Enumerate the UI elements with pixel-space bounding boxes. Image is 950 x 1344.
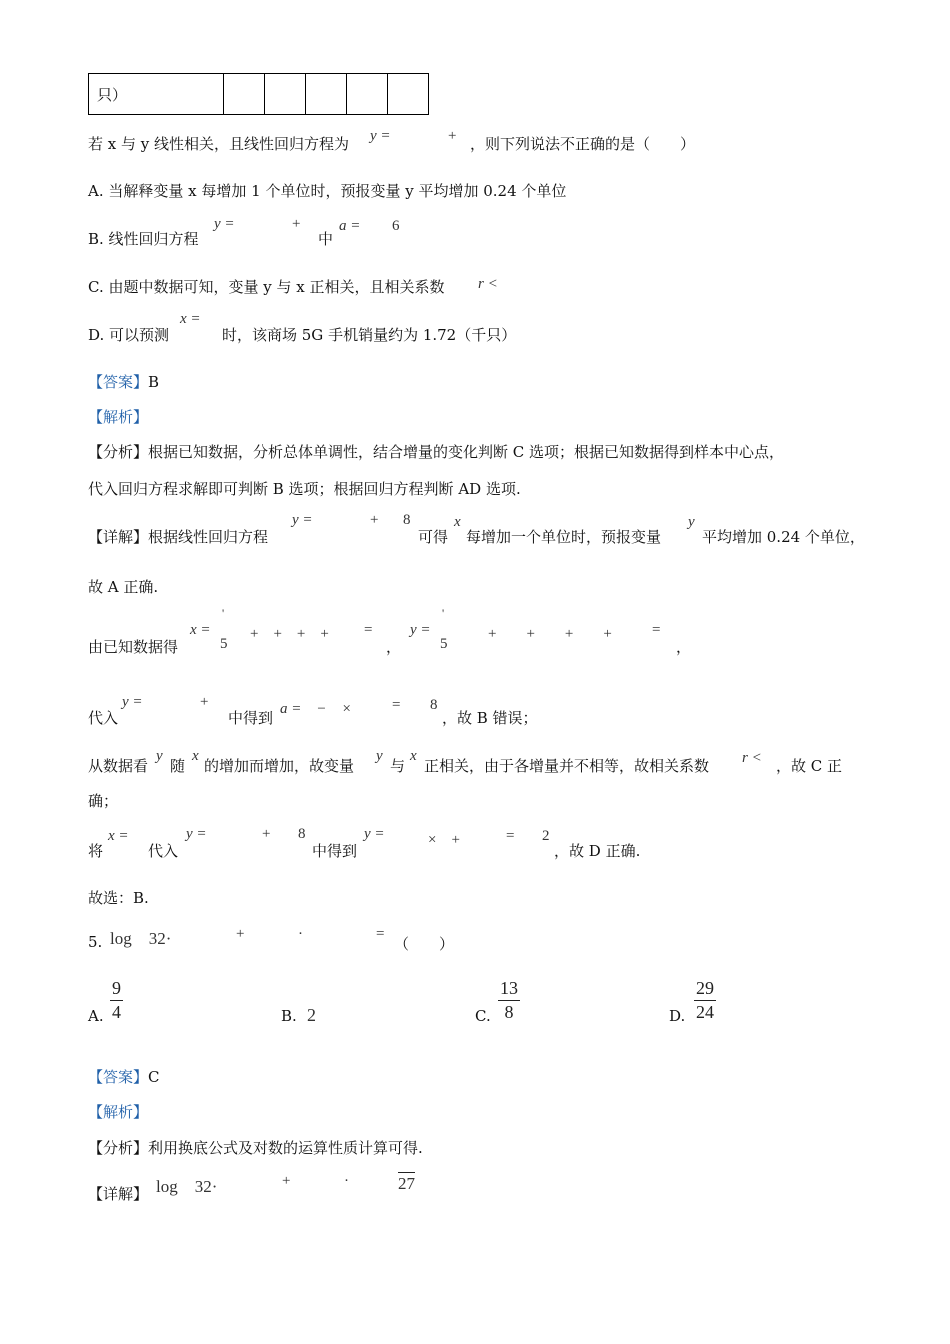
q4-data-x2: x bbox=[410, 748, 417, 764]
q4-pred-plus: + bbox=[262, 826, 271, 842]
q4-data-x: x bbox=[192, 748, 199, 764]
table-cell bbox=[306, 74, 347, 115]
q5-option-c-fraction bbox=[498, 978, 520, 1023]
q4-detail-mid2: 每增加一个单位时，预报变量 bbox=[466, 528, 662, 546]
q4-option-b: B. 线性回归方程 bbox=[88, 230, 199, 248]
q4-data-post2: 确； bbox=[88, 792, 119, 810]
q4-fenxi-line2: 代入回归方程求解即可判断 B 选项；根据回归方程判断 AD 选项. bbox=[88, 480, 521, 498]
q4-detail-8: 8 bbox=[403, 512, 411, 528]
q4-sub-post: ，故 B 错误； bbox=[442, 709, 538, 727]
q5-log-expr: log 32· bbox=[110, 929, 172, 948]
q5-analysis-tag: 【解析】 bbox=[88, 1103, 149, 1121]
q4-stem-text: 若 x 与 y 线性相关，且线性回归方程为 bbox=[88, 135, 350, 153]
q5-detail-dot: · bbox=[344, 1173, 349, 1189]
q4-option-c-r: r < bbox=[478, 276, 498, 292]
q4-data-mid2: 的增加而增加，故变量 bbox=[204, 757, 355, 775]
q4-detail-plus: + bbox=[370, 512, 379, 528]
fraction-numerator: 9 bbox=[112, 978, 121, 998]
q4-option-b-num: 6 bbox=[392, 218, 400, 234]
answer-value: C bbox=[148, 1068, 160, 1086]
fraction-bar bbox=[498, 1000, 520, 1001]
q4-data-post: ，故 C 正 bbox=[776, 757, 843, 775]
fraction-denominator: 8 bbox=[504, 1002, 514, 1022]
q4-pred-y2: y = bbox=[364, 826, 385, 842]
q5-detail-log: log 32· bbox=[156, 1177, 218, 1196]
answer-tag: 【答案】 bbox=[88, 373, 149, 391]
q4-analysis-tag: 【解析】 bbox=[88, 408, 149, 426]
fraction-denominator: 24 bbox=[696, 1002, 714, 1022]
q4-sub-8: 8 bbox=[430, 697, 438, 713]
q4-pred-mid2: 中得到 bbox=[312, 842, 358, 860]
table-cell bbox=[265, 74, 306, 115]
q4-data-mid4: 正相关，由于各增量并不相等，故相关系数 bbox=[424, 757, 710, 775]
q5-fenxi: 【分析】利用换底公式及对数的运算性质计算可得. bbox=[88, 1139, 423, 1157]
q4-pred-post: ，故 D 正确. bbox=[554, 842, 641, 860]
q4-option-c: C. 由题中数据可知，变量 y 与 x 正相关，且相关系数 bbox=[88, 278, 445, 296]
fraction-bar bbox=[110, 1000, 123, 1001]
mark: ' bbox=[222, 606, 225, 620]
q5-option-c-label: C. bbox=[475, 1007, 491, 1025]
q5-number: 5. bbox=[88, 933, 103, 951]
q4-choose: 故选：B. bbox=[88, 889, 149, 907]
q4-stem-eq-y: y = bbox=[370, 128, 391, 144]
q4-data-mid3: 与 bbox=[390, 757, 406, 775]
q4-sub-eq: = bbox=[392, 697, 401, 713]
q4-option-b-plus: + bbox=[292, 216, 301, 232]
q5-paren: （ ） bbox=[394, 935, 455, 953]
q4-detail-mid1: 可得 bbox=[418, 528, 449, 546]
q4-pred-expr: × + bbox=[428, 832, 460, 848]
q4-sub-a: a = − × bbox=[280, 701, 352, 717]
q5-option-a-fraction bbox=[110, 978, 123, 1023]
q4-detail-x: x bbox=[454, 514, 461, 530]
q5-dot: · bbox=[298, 926, 303, 942]
q4-known-comma2: ， bbox=[676, 638, 692, 656]
q4-fenxi-line1: 【分析】根据已知数据，分析总体单调性，结合增量的变化判断 C 选项；根据已知数据得到样本中心点， bbox=[88, 443, 785, 461]
q4-data-y2: y bbox=[376, 748, 383, 764]
q4-known-eq2: = bbox=[652, 622, 661, 638]
q4-pred-eq: = bbox=[506, 828, 515, 844]
q4-option-d: D. 可以预测 bbox=[88, 326, 170, 344]
q4-option-d-post: 时，该商场 5G 手机销量约为 1.72（千只） bbox=[222, 326, 517, 344]
table-cell: 只） bbox=[89, 74, 224, 115]
q4-known-comma1: ， bbox=[386, 638, 402, 656]
q5-detail-tag: 【详解】 bbox=[88, 1185, 149, 1203]
q5-detail-27: 27 bbox=[398, 1174, 415, 1193]
q5-option-b-label: B. bbox=[281, 1007, 297, 1025]
q5-option-b-value: 2 bbox=[307, 1005, 316, 1025]
q5-option-d-label: D. bbox=[669, 1007, 686, 1025]
data-table bbox=[88, 73, 429, 115]
q4-pred-x: x = bbox=[108, 828, 129, 844]
table-cell bbox=[347, 74, 388, 115]
q4-detail-post: 平均增加 0.24 个单位， bbox=[702, 528, 865, 546]
q4-answer bbox=[88, 371, 159, 392]
q4-data-mid1: 随 bbox=[170, 757, 186, 775]
q4-known-y: y = bbox=[410, 622, 431, 638]
q5-detail-plus: + bbox=[282, 1173, 291, 1189]
q5-plus: + bbox=[236, 926, 245, 942]
q4-detail-y2: y bbox=[688, 514, 695, 530]
q4-sub-pre: 代入 bbox=[88, 709, 119, 727]
q4-detail-pre: 【详解】根据线性回归方程 bbox=[88, 528, 269, 546]
answer-tag: 【答案】 bbox=[88, 1068, 149, 1086]
fraction-numerator: 29 bbox=[696, 978, 714, 998]
q5-option-a-label: A. bbox=[88, 1007, 104, 1025]
q4-detail-y: y = bbox=[292, 512, 313, 528]
fraction-denominator: 4 bbox=[112, 1002, 121, 1022]
q4-stem-eq-plus: + bbox=[448, 128, 457, 144]
answer-value: B bbox=[148, 373, 160, 391]
table-cell bbox=[224, 74, 265, 115]
q5-answer bbox=[88, 1066, 160, 1087]
q4-pred-pre: 将 bbox=[88, 842, 104, 860]
q4-option-d-x: x = bbox=[180, 311, 201, 327]
q4-known-x: x = bbox=[190, 622, 211, 638]
q4-pred-8: 8 bbox=[298, 826, 306, 842]
q5-eq: = bbox=[376, 926, 385, 942]
q4-sub-mid: 中得到 bbox=[228, 709, 274, 727]
q4-stem-post: ，则下列说法不正确的是（ ） bbox=[470, 135, 696, 153]
q4-option-a: A. 当解释变量 x 每增加 1 个单位时，预报变量 y 平均增加 0.24 个单位 bbox=[88, 182, 567, 200]
q4-sub-plus: + bbox=[200, 694, 209, 710]
q4-pred-2: 2 bbox=[542, 828, 550, 844]
fraction-numerator: 13 bbox=[500, 978, 518, 998]
mark: ' bbox=[442, 606, 445, 620]
q4-known-5a: 5 bbox=[220, 636, 228, 652]
q4-pred-y: y = bbox=[186, 826, 207, 842]
q4-a-correct: 故 A 正确. bbox=[88, 578, 159, 596]
table-cell bbox=[388, 74, 429, 115]
q4-data-pre: 从数据看 bbox=[88, 757, 149, 775]
table-row bbox=[89, 74, 429, 115]
q4-option-b-y: y = bbox=[214, 216, 235, 232]
q4-stem bbox=[88, 133, 349, 154]
q4-option-b-mid: 中 bbox=[318, 230, 334, 248]
q4-option-b-a: a = bbox=[339, 218, 361, 234]
fraction-bar bbox=[694, 1000, 716, 1001]
q4-known-pre: 由已知数据得 bbox=[88, 638, 179, 656]
q4-sub-y: y = bbox=[122, 694, 143, 710]
q5-option-d-fraction bbox=[694, 978, 716, 1023]
q4-pred-mid1: 代入 bbox=[148, 842, 179, 860]
q4-known-pluses-x: + + + + bbox=[250, 626, 329, 642]
q4-data-r: r < bbox=[742, 750, 762, 766]
q4-known-eq1: = bbox=[364, 622, 373, 638]
q4-known-pluses-y: + + + + bbox=[488, 626, 612, 642]
q4-data-y: y bbox=[156, 748, 163, 764]
q4-known-5b: 5 bbox=[440, 636, 448, 652]
